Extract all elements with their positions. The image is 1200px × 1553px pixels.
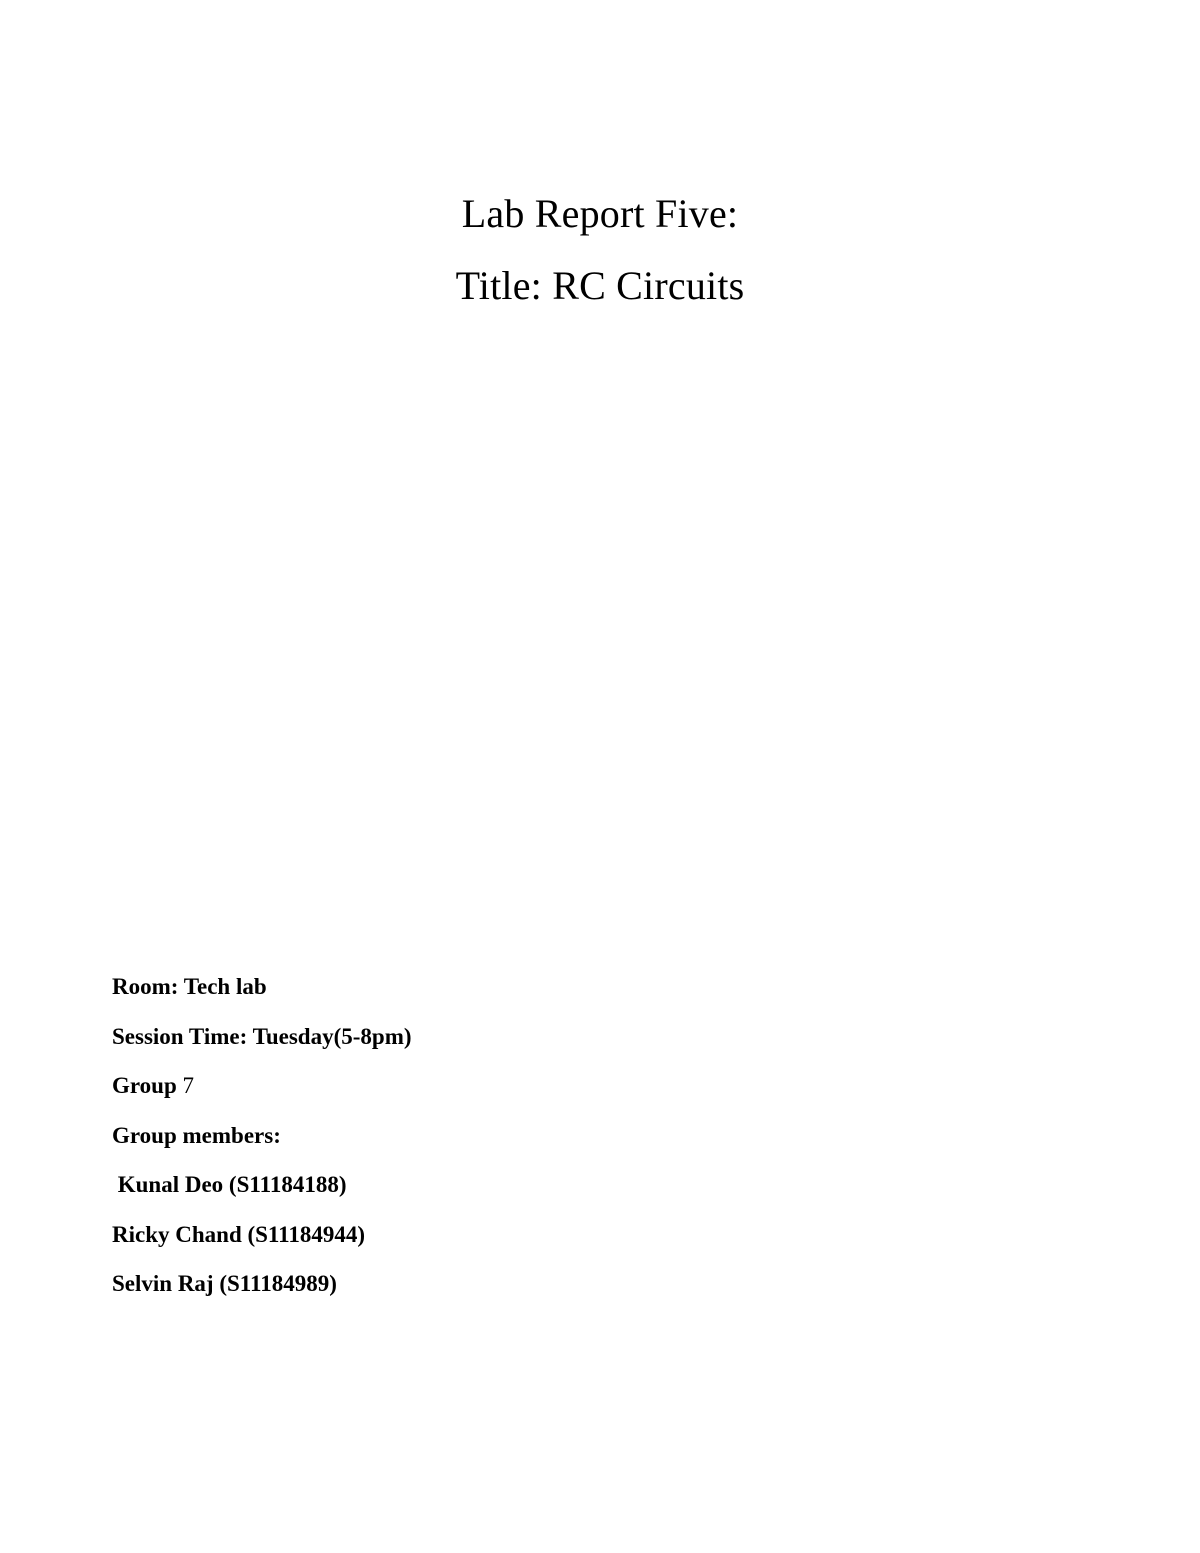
group-label: Group	[112, 1073, 183, 1098]
page-title-line-1: Lab Report Five:	[461, 191, 739, 236]
group-number: 7	[182, 1073, 195, 1098]
report-metadata	[112, 962, 1012, 1309]
group-line	[112, 1061, 1012, 1111]
group-member-2: Ricky Chand (S11184944)	[112, 1221, 366, 1247]
session-time-value: Tuesday(5-8pm)	[252, 1023, 412, 1049]
group-members-label: Group members:	[112, 1122, 281, 1148]
room-line	[112, 962, 1012, 1012]
page-title-line-2: Title: RC Circuits	[455, 263, 745, 308]
room-label: Room:	[112, 974, 184, 999]
group-member-3: Selvin Raj (S11184989)	[112, 1271, 337, 1296]
session-time-label: Session Time:	[112, 1023, 253, 1049]
session-time-line	[112, 1012, 1012, 1062]
group-member-1: Kunal Deo (S11184188)	[112, 1172, 347, 1197]
title-block	[0, 178, 1200, 322]
room-value: Tech lab	[183, 974, 267, 999]
